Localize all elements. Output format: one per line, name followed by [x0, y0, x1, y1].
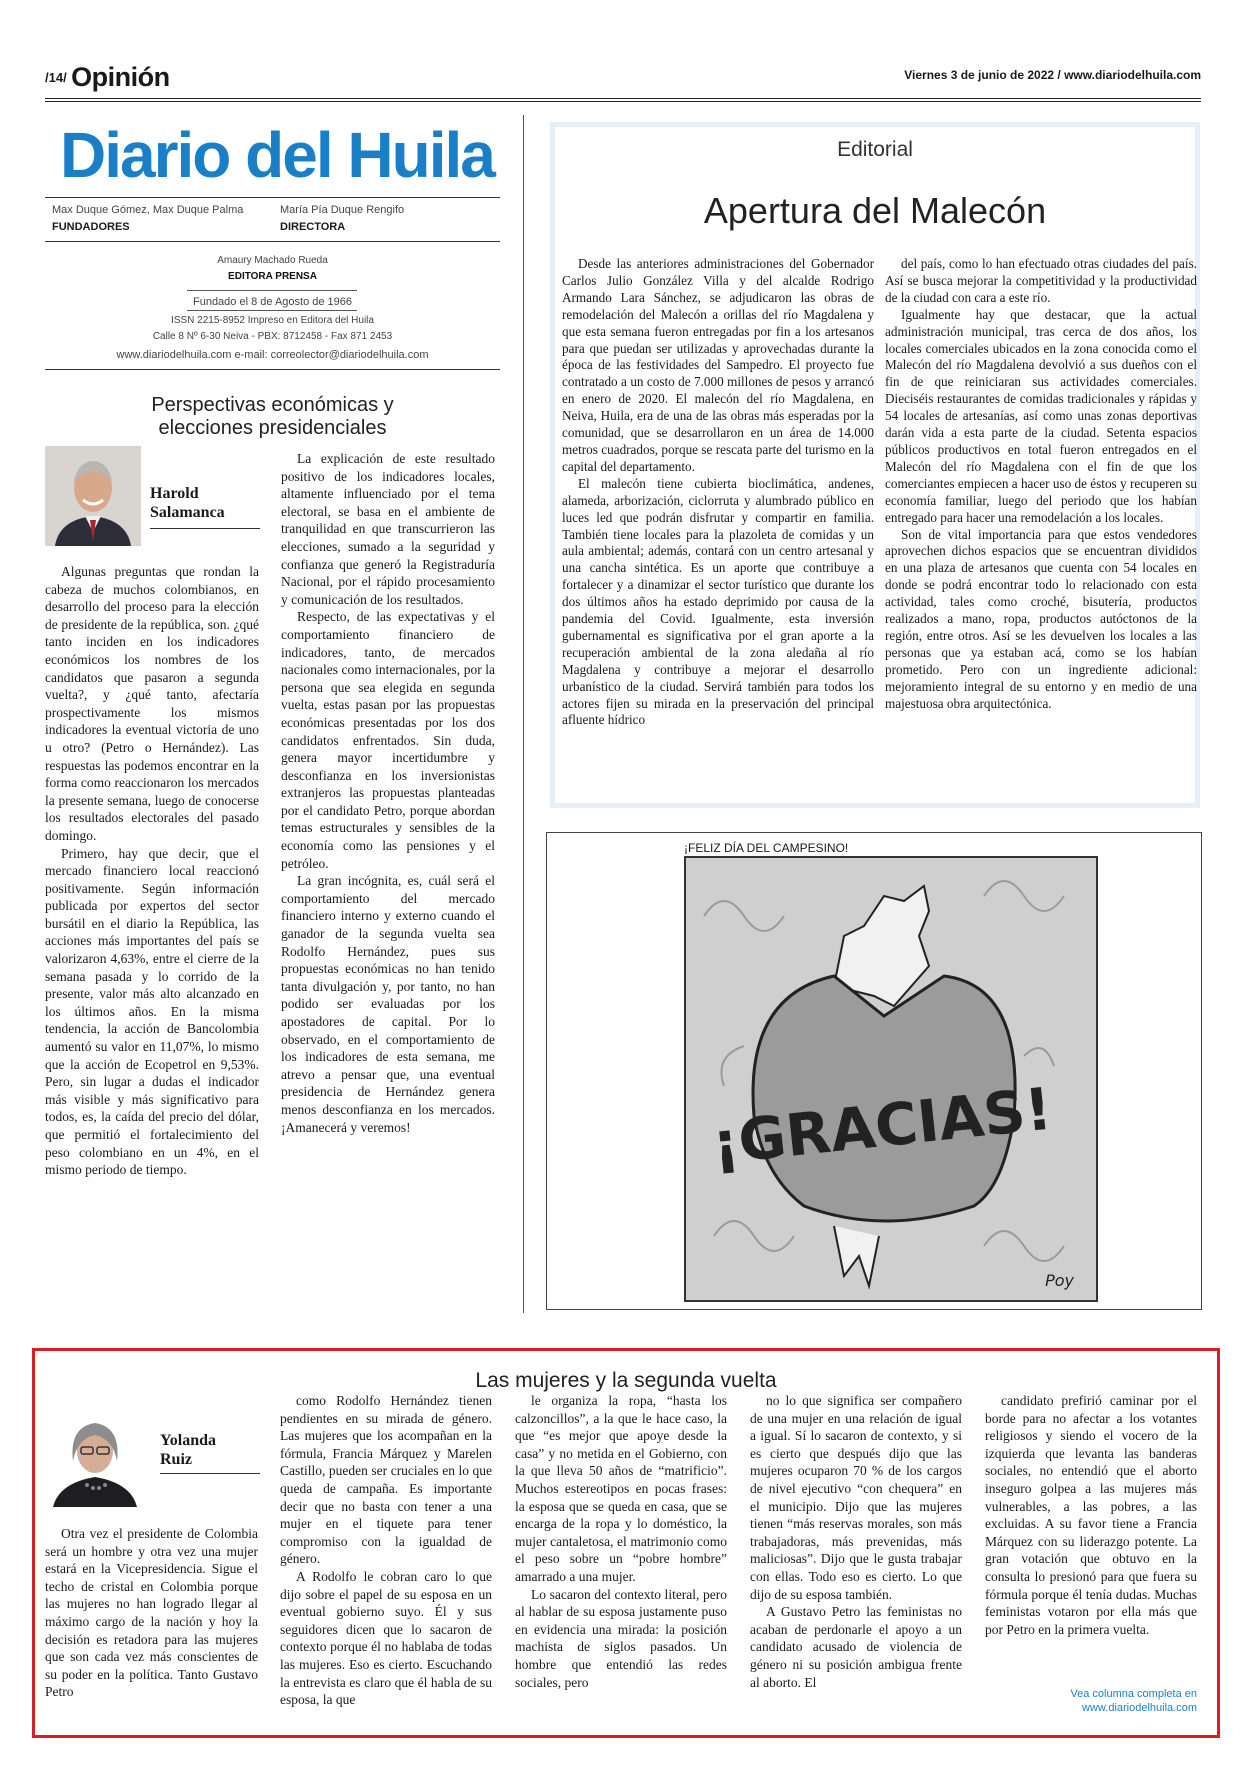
divider [187, 310, 357, 311]
column1-title: Perspectivas económicas y elecciones presidenciales [151, 394, 394, 439]
header-rule-2 [45, 101, 1201, 102]
column1-text-a: Algunas preguntas que rondan la cabeza de muchos colombianos, en desarrollo del proceso para la elección de presidente de la república, son. ¿qué tanto inciden en los indicadores económicos los nombres de los candidatos que pasaron a segunda vuelta?, y ¿qué tanto, afectaría prospectivamente los mismos indicadores la eventual victoria de uno u otro? (Petro o Hernández). Las respuestas las podemos encontrar en la forma como reaccionaron los mercados la presente semana, luego de conocerse los resultados electorales del pasado domingo. Primero, hay que decir, que el mercado financiero local reaccionó positivamente. Según información publicada por expertos del sector bursátil en el diario la República, las acciones más importantes del país se valorizaron 4,63%, entre el cierre de la semana pasada y lo corrido de la presente, valor más alto alcanzado en los últimos años. En la misma tendencia, la acción de Bancolombia aumentó su valor en 11,07%, lo mismo que la acción de Ecopetrol en 9,53%. Pero, sin lugar a dudas el indicador más visible y más significativo para todos, es, la caída del precio del dólar, que permitió el fortalecimiento del peso colombiano en un 4%, en el mismo periodo de tiempo. [45, 564, 259, 1178]
column2-title: Las mujeres y la segunda vuelta [475, 1369, 777, 1392]
author-photo-harold [45, 446, 141, 546]
column2-text-5: candidato prefirió caminar por el borde para no afectar a los votantes religiosos y siendo el vocero de la izquierda que levanta las banderas sociales, no entendió que el aborto inseguro golpea a las mujeres más vulnerables, a las pobres, a las excluidas. A su favor tiene a Francia Márquez con su liderazgo potente. La gran votación que obtuvo en la consulta lo presionó para que fuera su fórmula porque él tenía dudas. Muchas feministas votaron por ella más que por Petro en la primera vuelta. [985, 1393, 1197, 1637]
founders-names: Max Duque Gómez, Max Duque Palma [52, 204, 244, 216]
cartoon-caption: ¡FELIZ DÍA DEL CAMPESINO! [684, 841, 849, 855]
masthead-rule-3 [45, 369, 500, 370]
web-email: www.diariodelhuila.com e-mail: correolector@diariodelhuila.com [116, 349, 429, 361]
author-photo-yolanda [47, 1405, 143, 1507]
director-name: María Pía Duque Rengifo [280, 204, 405, 216]
header-rule [45, 98, 1201, 99]
editor-name: Amaury Machado Rueda [217, 255, 328, 266]
divider [160, 1473, 260, 1474]
header-date: Viernes 3 de junio de 2022 / www.diariodelhuila.com [904, 68, 1201, 82]
editorial-title: Apertura del Malecón [703, 190, 1047, 231]
divider [150, 528, 260, 529]
column2-text-3: le organiza la ropa, “hasta los calzoncillos”, a la que le hace caso, la que “es mejor que apoye desde la casa” y no metida en el Gobierno, con la que lleva 50 años de “matrificio”. Muchos estereotipos en pocas frases: la esposa que se queda en casa, que se encarga de la ropa y lo doméstico, la mujer cantaletosa, el matrimonio como el peso sobre un “pobre hombre” amarrado a una mujer. Lo sacaron del contexto literal, pero al hablar de su esposa justamente puso en evidencia una mirada: la posición machista de siglos pasados. Un hombre que entendió las redes sociales, pero [515, 1393, 727, 1690]
masthead-logo: Diario del Huila [60, 119, 494, 191]
column2-text-1: Otra vez el presidente de Colombia será un hombre y otra vez una mujer estará en la Vicepresidencia. Sigue el techo de cristal en Colombia porque las mujeres no han logrado llegar al máximo cargo de la nación y hoy la decisión es retadora para las mujeres que son cada vez más conscientes de su poder en la política. Tanto Gustavo Petro [45, 1526, 258, 1700]
author-name-yolanda: Yolanda Ruiz [160, 1432, 217, 1468]
cartoon-illustration [684, 856, 1098, 1307]
author-name-harold: Harold Salamanca [150, 485, 225, 521]
founded-date: Fundado el 8 de Agosto de 1966 [192, 296, 353, 308]
page-number: /14/ [45, 70, 67, 85]
masthead-rule-2 [45, 241, 500, 242]
director-label: DIRECTORA [280, 221, 346, 233]
column2-text-4: no lo que significa ser compañero de una mujer en una relación de igual a igual. Sí lo sacaron de contexto, y si es cierto que después dijo que las mujeres ocuparon 70 % de los cargos de nivel ejecutivo “con chequera” en el municipio. Dijo que las mujeres tienen “más reservas morales, son más trabajadoras, más prevenidas, más maliciosas”. Dijo que le gusta trabajar con ellas. Todo eso es cierto. Lo que dijo de su esposa también. A Gustavo Petro las feministas no acaban de perdonarle el apoyo a un candidato acusado de violencia de género ni su posición ambigua frente al aborto. El [750, 1393, 962, 1690]
column-divider [523, 115, 524, 1313]
issn: ISSN 2215-8952 Impreso en Editora del Huila [171, 315, 374, 326]
address: Calle 8 Nº 6-30 Neiva - PBX: 8712458 - Fax 871 2453 [152, 331, 393, 342]
column2-text-2: como Rodolfo Hernández tienen pendientes en su mirada de género. Las mujeres que los acompañan en la fórmula, Francia Márquez y Marelen Castillo, pueden ser cruciales en lo que queda de campaña. Es importante decir que no basta con tener a una mujer en el tiquete para tener compromiso con la igualdad de género. A Rodolfo le cobran caro lo que dijo sobre el papel de su esposa en un eventual gobierno suyo. Él y sus seguidores dicen que lo sacaron de contexto porque él no hablaba de todas las mujeres. Eso es cierto. Escuchando la entrevista es claro que él habla de su esposa, la que [280, 1393, 492, 1708]
cartoon-text: ¡GRACIAS! [708, 1074, 1055, 1178]
divider [187, 290, 357, 291]
editorial-label: Editorial [837, 138, 913, 161]
editor-label: EDITORA PRENSA [228, 271, 317, 282]
editorial-col-2: del país, como lo han efectuado otras ciudades del país. Así se busca mejorar la competitividad y la productividad de la ciudad con cara a este río. Igualmente hay que destacar, que la actual administración municipal, tras cerca de dos años, los locales comerciales ubicados en la zona conocida como el Malecón del río Magdalena devolvió a sus dueños con el fin de que reiniciaran sus actividades comerciales. Dieciséis restaurantes de comidas tradicionales y rápidas y 54 locales de artesanías, así como unas zonas deportivas darán vida a esta parte de la ciudad. Setenta espacios públicos productivos en total fueron entregados en el Malecón del río Magdalena con el fin de que los comerciantes empiecen a hacer uso de éstos y recuperen su economía familiar, luego del periodo que los habían entregado para hacer una remodelación a los locales. Son de vital importancia para que estos vendedores aprovechen dichos espacios que se encuentran divididos en una plaza de artesanos que cuenta con 54 locales en donde se podrá encontrar todo lo relacionado con esta actividad, tales como croché, bisutería, productos realizados a mano, ropa, productos autóctonos de la región, entre otros. Así se les devuelven los locales a las personas que ya estaban acá, como se los habían prometido. Pero con un ingrediente adicional: mejoramiento integral de su entorno y en medio de una majestuosa obra arquitectónica. [885, 256, 1197, 711]
founders-label: FUNDADORES [52, 221, 130, 233]
cartoon-signature: Poy [1045, 1271, 1074, 1290]
full-column-link[interactable]: Vea columna completa en www.diariodelhuila.com [1070, 1688, 1197, 1714]
page-header [45, 62, 170, 93]
section-title: Opinión [71, 62, 170, 92]
masthead-rule [45, 197, 500, 198]
column1-text-b: La explicación de este resultado positivo de los indicadores locales, altamente influenciado por el tema electoral, se basa en el ambiente de tranquilidad en que transcurrieron las elecciones, sumado a la seguridad y confianza que generó la Registraduría Nacional, por el rápido procesamiento y comunicación de los resultados. Respecto, de las expectativas y el comportamiento financiero de indicadores, tanto, de mercados nacionales como internacionales, por la persona que sea elegida en segunda vuelta, estas pasan por las propuestas económicas presentadas por los dos candidatos enfrentados. Sin duda, genera mayor incertidumbre y desconfianza en los inversionistas extranjeros las propuestas planteadas por el candidato Petro, porque abordan temas estructurales y sensibles de la economía como las pensiones y el petróleo. La gran incógnita, es, cuál será el comportamiento del mercado financiero interno y externo cuando el ganador de la segunda vuelta sea Rodolfo Hernández, pues sus propuestas económicas no han tenido tanta divulgación y, por tanto, no han podido ser evaluadas por los apostadores de capital. Por lo observado, en el comportamiento de los indicadores de esta semana, me atrevo a pensar que, una eventual presidencia de Hernández genera menos desconfianza en los mercados. ¡Amanecerá y veremos! [281, 451, 495, 1135]
editorial-col-1: Desde las anteriores administraciones del Gobernador Carlos Julio González Villa y del alcalde Rodrigo Armando Lara Sánchez, se adjudicaron las obras de remodelación del Malecón a orillas del río Magdalena y que esta semana fueron entregadas por fin a los artesanos para que puedan ser utilizadas y aprovechadas durante la época de las festividades del Sampedro. El proyecto fue contratado a un costo de 7.000 millones de pesos y arrancó en enero de 2020. El malecón del río Magdalena, en Neiva, Huila, era de una de las obras más esperadas por la comunidad, que se desarrollaron en un área de 14.000 metros cuadrados, porque se rescata parte del turismo en la capital del departamento. El malecón tiene cubierta bioclimática, andenes, alameda, arborización, ciclorruta y alumbrado público en luces led que podrán disfrutar y compartir en familia. También tiene locales para la plazoleta de comidas y un aula ambiental; además, contará con un centro artesanal y una cancha sintética. Es un aporte que contribuye a fortalecer y a dinamizar el sector turístico que durante los dos últimos años ha estado deprimido por causa de la pandemia del Covid. Igualmente, esta inversión gubernamental es significativa por el gran aporte a la recuperación ambiental de la zona aledaña al río Magdalena y contribuye a mejorar el desarrollo urbanístico de la ciudad. Servirá también para todos los actores fijen su mirada en la preservación del principal afluente hídrico [562, 256, 874, 728]
